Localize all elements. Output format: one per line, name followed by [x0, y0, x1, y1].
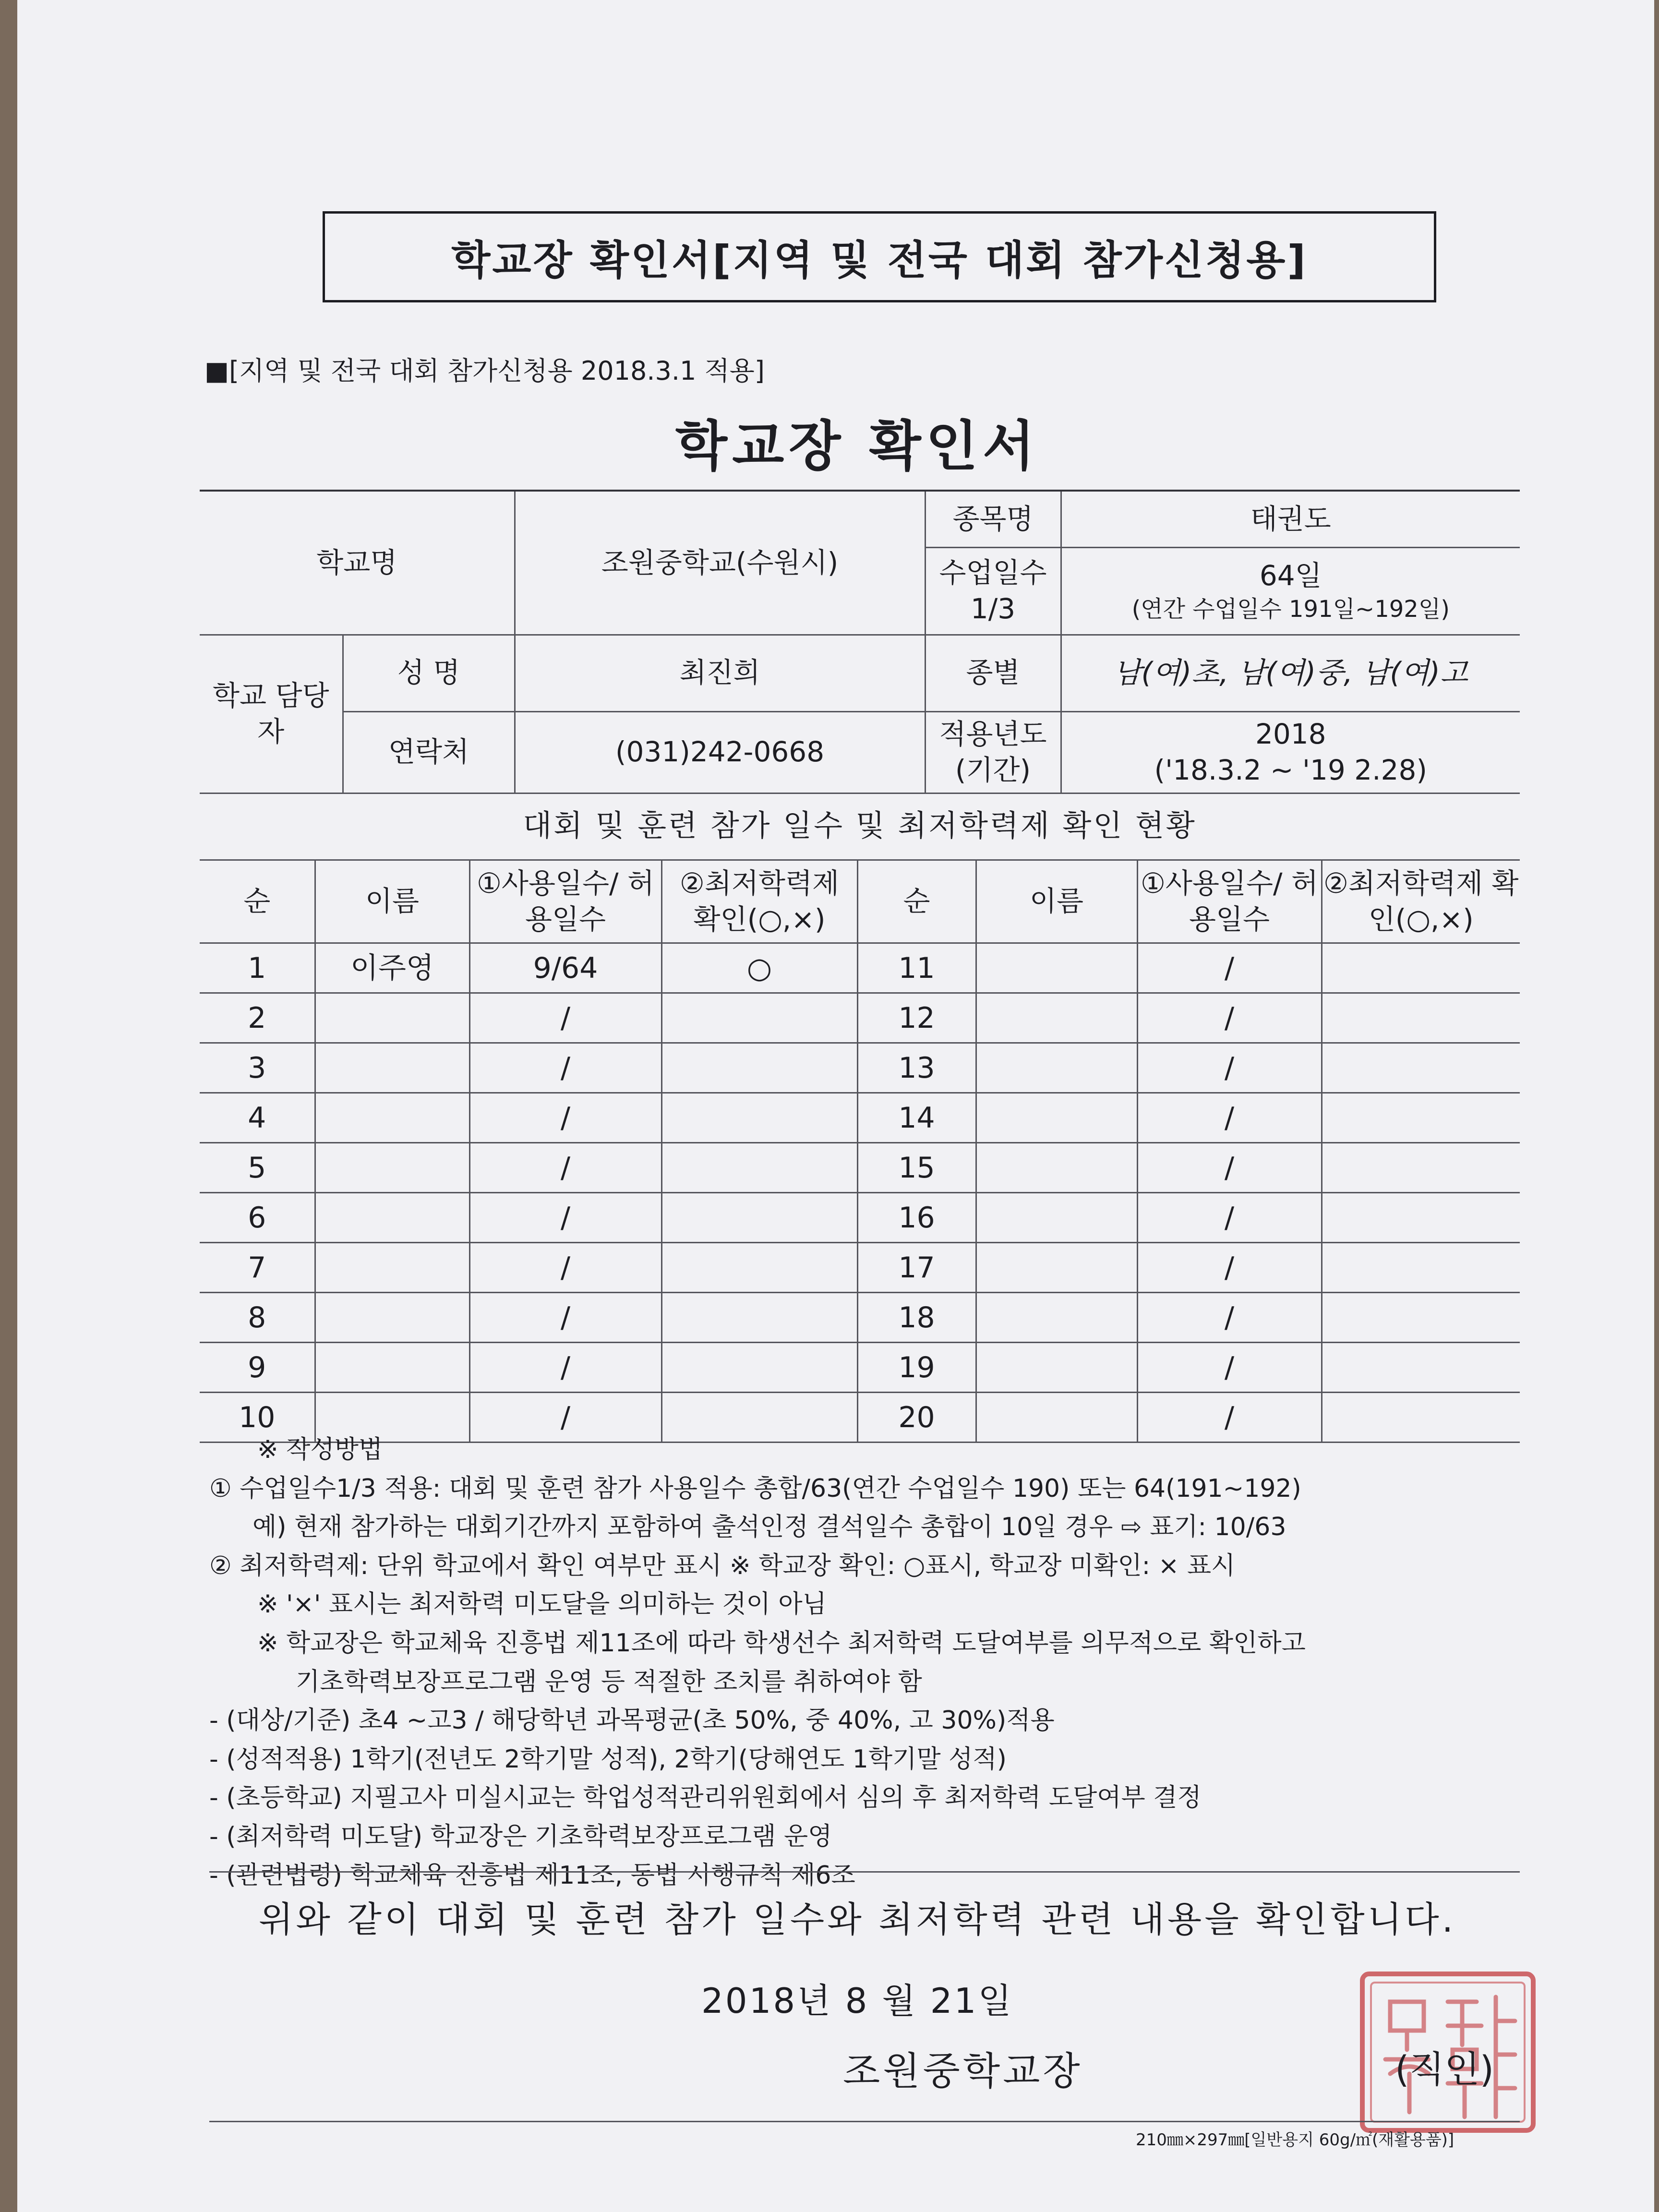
principal-name: 조원중학교장 — [843, 2049, 1083, 2093]
document-title: 학교장 확인서 — [675, 415, 1040, 478]
table-row — [200, 1343, 1520, 1393]
header-box-title: 학교장 확인서[지역 및 전국 대회 참가신청용] — [323, 211, 1436, 302]
participation-table — [200, 859, 1520, 1443]
note-line: - (대상/기준) 초4 ~고3 / 해당학년 과목평균(초 50%, 중 40%, 고 30%)적용 — [209, 1706, 1055, 1735]
row-check — [661, 1293, 857, 1343]
row-check — [661, 1143, 857, 1193]
row-days: / — [469, 1293, 661, 1343]
col-header-days: ①사용일수/ 허용일수 — [469, 860, 661, 943]
person-name-value: 최진희 — [515, 635, 925, 711]
row-days: / — [469, 1093, 661, 1143]
note-line: - (초등학교) 지필고사 미실시교는 학업성적관리위원회에서 심의 후 최저학력 도달여부 결정 — [209, 1783, 1202, 1813]
row-days: / — [469, 1143, 661, 1193]
divider — [209, 1871, 1520, 1873]
row-no: 19 — [857, 1343, 976, 1393]
note-line: - (관련법령) 학교체육 진흥법 제11조, 동법 시행규칙 제6조 — [209, 1861, 855, 1890]
row-check — [1322, 1343, 1520, 1393]
row-name — [315, 993, 469, 1043]
row-days: / — [1137, 993, 1322, 1043]
year-value: 2018 — [1255, 717, 1326, 750]
col-header-name: 이름 — [315, 860, 469, 943]
year-period: ('18.3.2 ~ '19 2.28) — [1154, 754, 1427, 786]
class-days-cell — [1061, 547, 1520, 635]
issue-date: 2018년 8 월 21일 — [701, 1981, 1013, 2021]
confirmation-statement: 위와 같이 대회 및 훈련 참가 일수와 최저학력 관련 내용을 확인합니다. — [258, 1899, 1456, 1940]
row-name — [315, 1193, 469, 1243]
row-no: 16 — [857, 1193, 976, 1243]
col-header-no: 순 — [857, 860, 976, 943]
instructions-notes — [209, 1431, 1553, 1895]
row-check — [1322, 1293, 1520, 1343]
note-line: ② 최저학력제: 단위 학교에서 확인 여부만 표시 ※ 학교장 확인: ○표시, 학교장 미확인: × 표시 — [209, 1551, 1236, 1580]
sport-value: 태권도 — [1061, 491, 1520, 547]
row-days: / — [1137, 1143, 1322, 1193]
row-check: ○ — [661, 943, 857, 993]
table-row — [200, 1143, 1520, 1193]
row-name — [976, 1243, 1137, 1293]
row-no: 18 — [857, 1293, 976, 1343]
row-check — [661, 1193, 857, 1243]
row-days: / — [1137, 1043, 1322, 1093]
row-days: / — [469, 1193, 661, 1243]
table-row — [200, 993, 1520, 1043]
school-name-label: 학교명 — [200, 491, 515, 635]
row-name — [315, 1343, 469, 1393]
col-header-no: 순 — [200, 860, 315, 943]
note-line: ※ '×' 표시는 최저학력 미도달을 의미하는 것이 아님 — [257, 1590, 827, 1619]
row-no: 17 — [857, 1243, 976, 1293]
seal-label: (직인) — [1395, 2048, 1494, 2091]
col-header-check: ②최저학력제 확인(○,×) — [661, 860, 857, 943]
note-line: ※ 학교장은 학교체육 진흥법 제11조에 따라 학생선수 최저학력 도달여부를 의무적으로 확인하고 — [257, 1628, 1306, 1658]
table-row — [200, 1043, 1520, 1093]
school-name-value: 조원중학교(수원시) — [515, 491, 925, 635]
row-check — [1322, 1193, 1520, 1243]
note-line: 예) 현재 참가하는 대회기간까지 포함하여 출석인정 결석일수 총합이 10일 경우 ⇨ 표기: 10/63 — [252, 1513, 1286, 1542]
row-no: 9 — [200, 1343, 315, 1393]
row-days: / — [1137, 1193, 1322, 1243]
row-days: 9/64 — [469, 943, 661, 993]
note-line: - (성적적용) 1학기(전년도 2학기말 성적), 2학기(당해연도 1학기말 성적) — [209, 1744, 1007, 1774]
row-check — [661, 1043, 857, 1093]
school-info-table — [200, 490, 1520, 794]
year-label: 적용년도 (기간) — [925, 711, 1061, 793]
status-title: 대회 및 훈련 참가 일수 및 최저학력제 확인 현황 — [523, 808, 1197, 843]
row-no: 1 — [200, 943, 315, 993]
row-no: 15 — [857, 1143, 976, 1193]
row-name: 이주영 — [315, 943, 469, 993]
row-check — [1322, 1043, 1520, 1093]
row-name — [315, 1293, 469, 1343]
class-days-label: 수업일수 1/3 — [925, 547, 1061, 635]
paper-spec-footer: 210㎜×297㎜[일반용지 60g/㎡(재활용품)] — [1136, 2130, 1455, 2150]
row-name — [976, 1093, 1137, 1143]
sport-label: 종목명 — [925, 491, 1061, 547]
row-no: 13 — [857, 1043, 976, 1093]
table-row — [200, 1093, 1520, 1143]
row-check — [661, 1093, 857, 1143]
row-no: 20 — [857, 1393, 976, 1443]
row-days: / — [469, 1243, 661, 1293]
year-cell — [1061, 711, 1520, 793]
class-days-note: (연간 수업일수 191일~192일) — [1131, 595, 1450, 623]
row-no: 12 — [857, 993, 976, 1043]
row-no: 14 — [857, 1093, 976, 1143]
col-header-days: ①사용일수/ 허용일수 — [1137, 860, 1322, 943]
row-no: 4 — [200, 1093, 315, 1143]
row-check — [1322, 943, 1520, 993]
class-days-value: 64일 — [1259, 559, 1322, 592]
row-days: / — [1137, 1393, 1322, 1443]
row-days: / — [1137, 1093, 1322, 1143]
row-no: 7 — [200, 1243, 315, 1293]
row-days: / — [1137, 1293, 1322, 1343]
row-days: / — [469, 1043, 661, 1093]
row-no: 10 — [200, 1393, 315, 1443]
row-name — [976, 1143, 1137, 1193]
row-check — [1322, 1093, 1520, 1143]
row-no: 5 — [200, 1143, 315, 1193]
row-no: 11 — [857, 943, 976, 993]
row-days: / — [1137, 1243, 1322, 1293]
table-row — [200, 1193, 1520, 1243]
table-row — [200, 1243, 1520, 1293]
row-check — [661, 1243, 857, 1293]
table-row — [200, 943, 1520, 993]
note-line: ① 수업일수1/3 적용: 대회 및 훈련 참가 사용일수 총합/63(연간 수업일수 190) 또는 64(191~192) — [209, 1474, 1301, 1503]
row-name — [976, 993, 1137, 1043]
contact-label: 연락처 — [343, 711, 515, 793]
row-days: / — [469, 1393, 661, 1443]
row-days: / — [469, 1343, 661, 1393]
row-check — [1322, 1143, 1520, 1193]
row-name — [315, 1243, 469, 1293]
person-name-label: 성 명 — [343, 635, 515, 711]
row-name — [976, 1343, 1137, 1393]
note-line: - (최저학력 미도달) 학교장은 기초학력보장프로그램 운영 — [209, 1822, 832, 1851]
row-name — [976, 1293, 1137, 1343]
divider — [209, 2121, 1520, 2122]
document-page — [17, 0, 1654, 2212]
row-check — [661, 993, 857, 1043]
row-days: / — [1137, 943, 1322, 993]
manager-label: 학교 담당자 — [200, 635, 343, 793]
row-name — [315, 1143, 469, 1193]
division-value: 남(여)초, 남(여)중, 남(여)고 — [1061, 635, 1520, 711]
row-check — [1322, 993, 1520, 1043]
table-row — [200, 1293, 1520, 1343]
row-no: 6 — [200, 1193, 315, 1243]
note-line: ※ 작성방법 — [257, 1435, 383, 1464]
row-check — [1322, 1243, 1520, 1293]
row-days: / — [469, 993, 661, 1043]
row-days: / — [1137, 1343, 1322, 1393]
row-name — [315, 1043, 469, 1093]
table-header-row — [200, 860, 1520, 943]
col-header-check: ②최저학력제 확인(○,×) — [1322, 860, 1520, 943]
row-check — [661, 1343, 857, 1393]
notice-line: ■[지역 및 전국 대회 참가신청용 2018.3.1 적용] — [204, 356, 765, 386]
row-no: 2 — [200, 993, 315, 1043]
row-no: 8 — [200, 1293, 315, 1343]
row-name — [976, 943, 1137, 993]
row-name — [976, 1043, 1137, 1093]
row-name — [315, 1093, 469, 1143]
row-no: 3 — [200, 1043, 315, 1093]
row-name — [976, 1193, 1137, 1243]
note-line: 기초학력보장프로그램 운영 등 적절한 조치를 취하여야 함 — [296, 1667, 922, 1696]
contact-value: (031)242-0668 — [515, 711, 925, 793]
division-label: 종별 — [925, 635, 1061, 711]
col-header-name: 이름 — [976, 860, 1137, 943]
